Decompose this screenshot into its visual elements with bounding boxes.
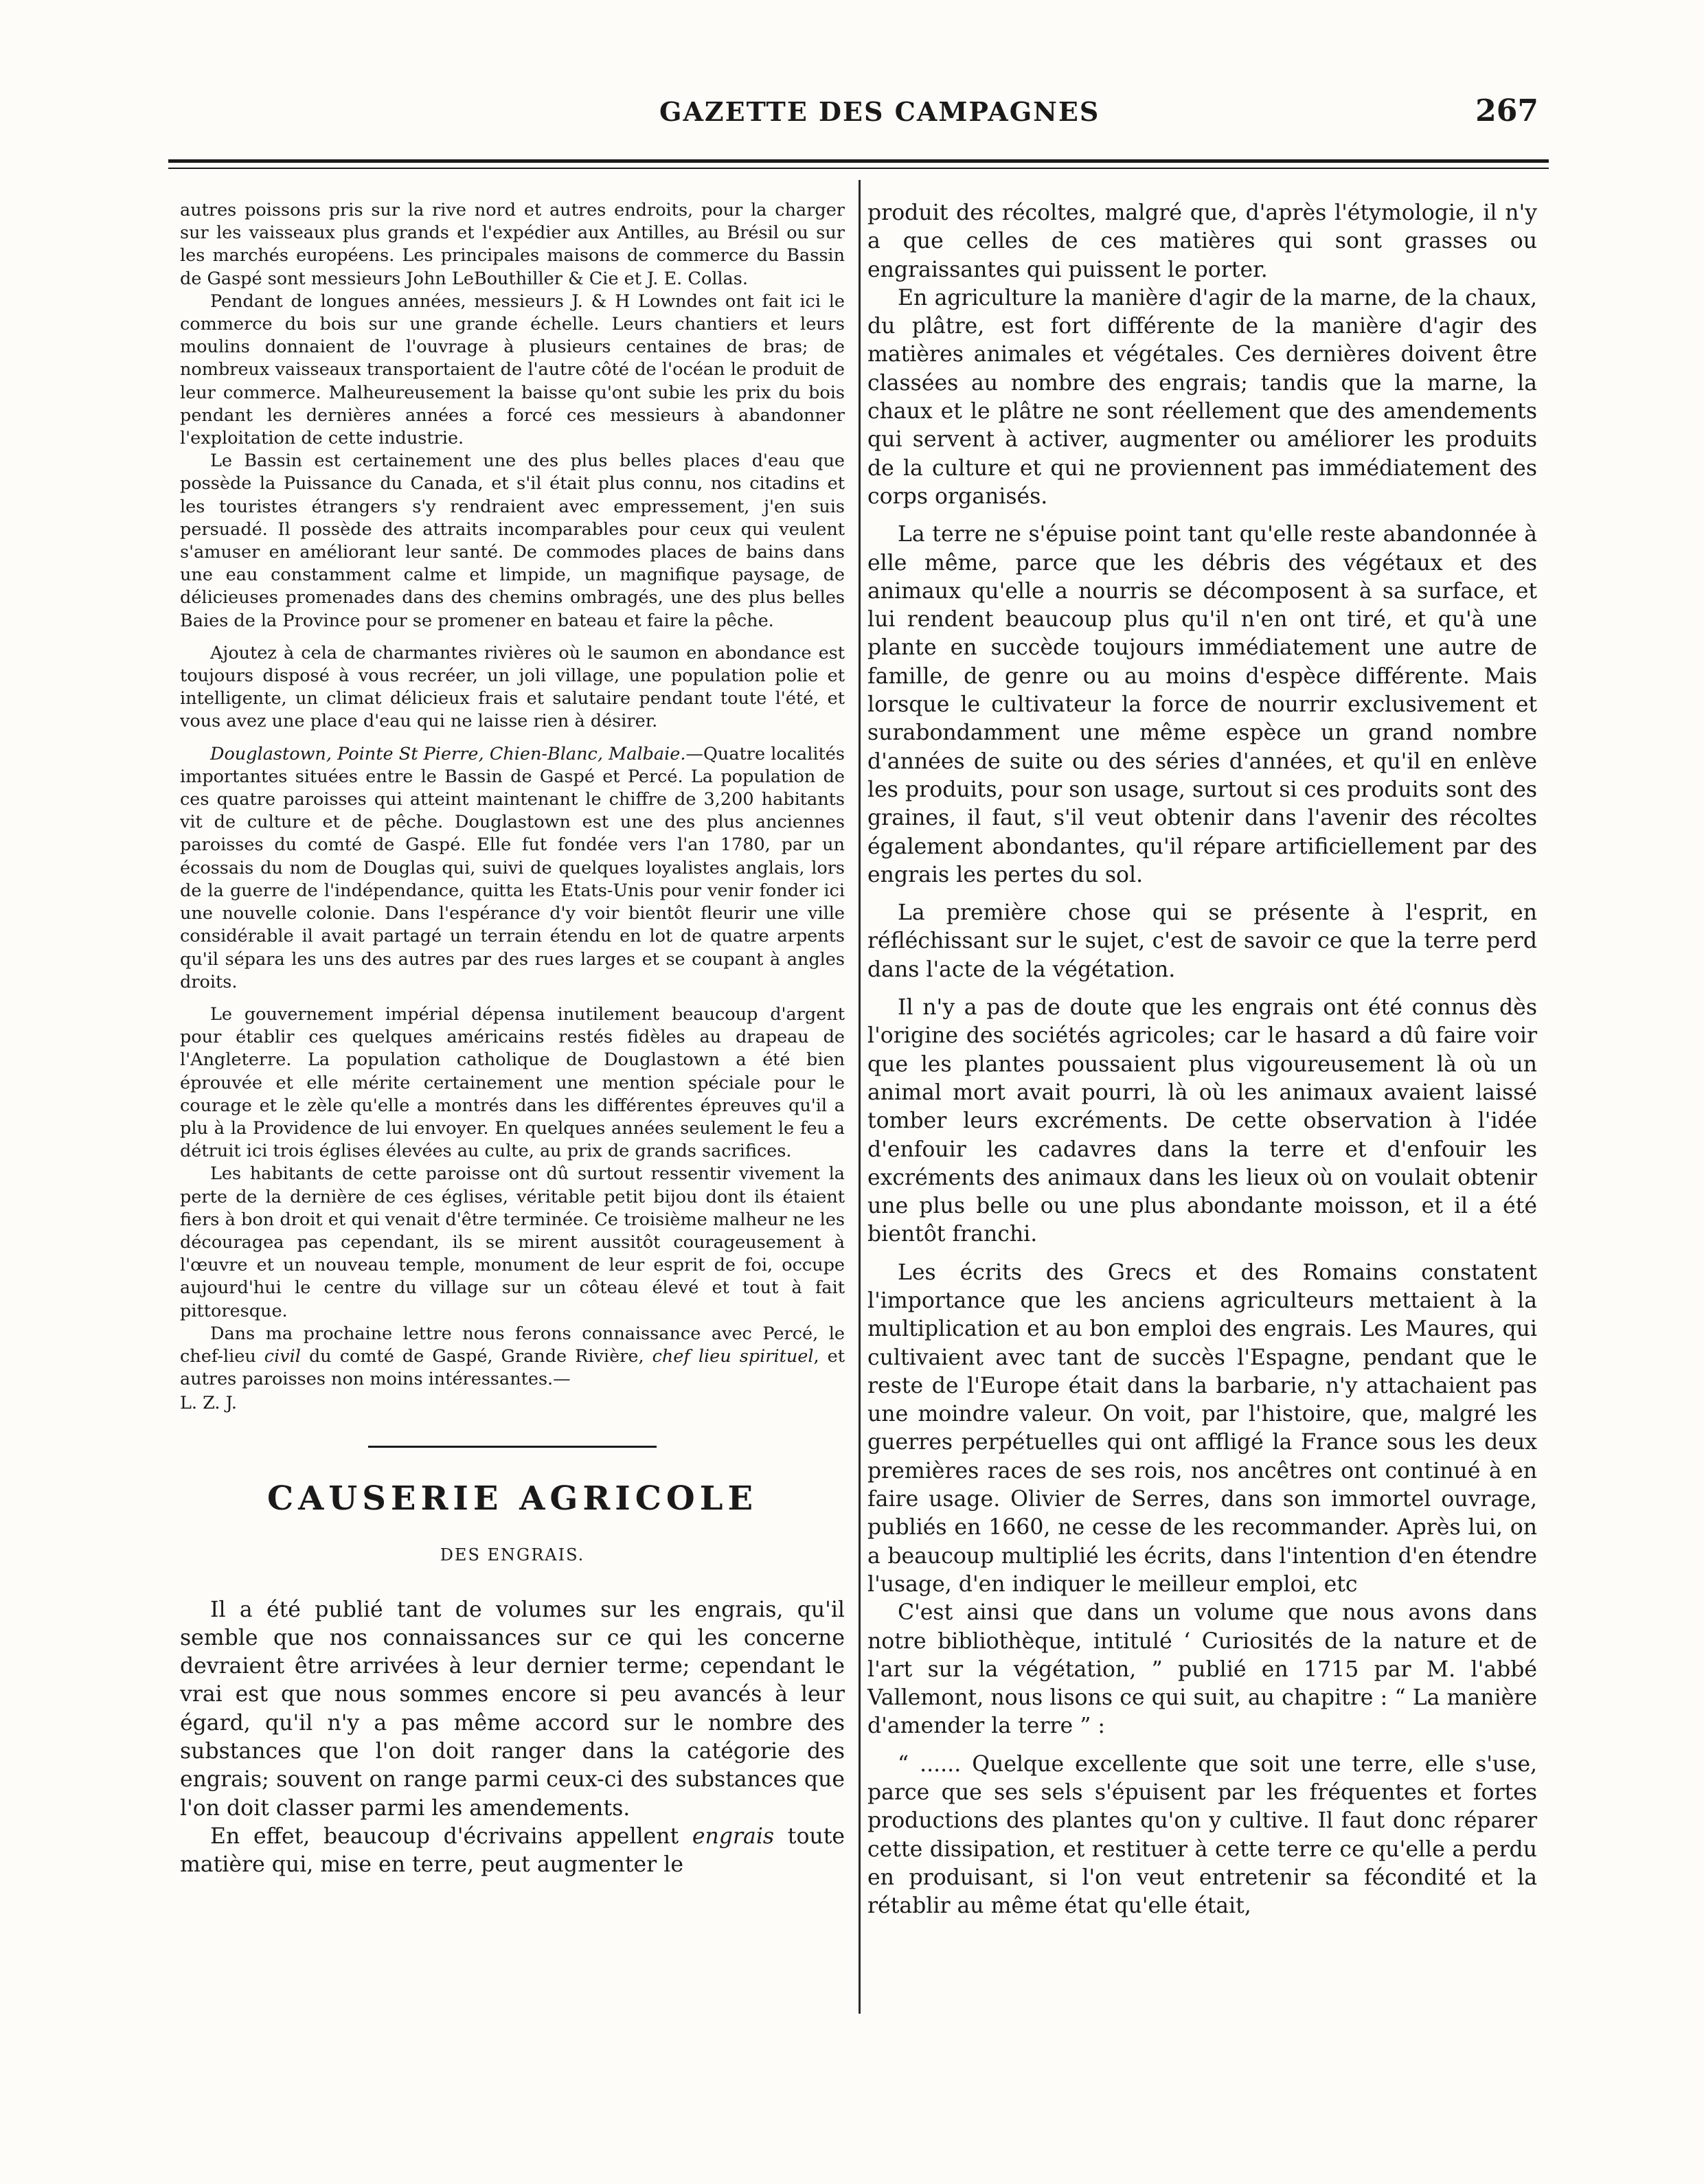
paragraph-douglastown <box>180 743 845 994</box>
section-divider <box>368 1446 657 1448</box>
section-subtitle: DES ENGRAIS. <box>440 1545 585 1565</box>
paragraph-lowndes: Pendant de longues années, messieurs J. & H Lowndes ont fait ici le commerce du bois sur une grande échelle. Leurs chantiers et leurs moulins donnaient de l'ouvrage à plusieurs centaines de bras; de nombreux vaisseaux transportaient de l'autre côté de l'océan le produit de leur commerce. Malheureusement la baisse qu'ont subie les prix du bois pendant les dernières années a forcé ces messieurs à abandonner l'exploitation de cette industrie. <box>180 291 845 449</box>
paragraph-fish-trade: autres poissons pris sur la rive nord et autres endroits, pour la charger sur les vaisseaux plus grands et l'expédier aux Antilles, au Brésil ou sur les marchés européens. Les principales maisons de commerce du Bassin de Gaspé sont messieurs John LeBouthiller & Cie et J. E. Collas. <box>180 200 845 289</box>
header-rule-thin <box>168 168 1549 169</box>
running-title: GAZETTE DES CAMPAGNES <box>659 96 1100 127</box>
localities-heading: Douglastown, Pointe St Pierre, Chien-Blanc, Malbaie. <box>210 743 686 764</box>
column-divider <box>859 180 861 2014</box>
paragraph-marne: En agriculture la manière d'agir de la marne, de la chaux, du plâtre, est fort différente de la manière d'agir des matières animales et végétales. Ces dernières doivent être classées au nombre des engrais; tandis que la marne, la chaux et le plâtre ne sont réellement que des amendements qui servent à activer, augmenter ou améliorer les produits de la culture et qui ne proviennent pas immédiatement des corps organisés. <box>867 285 1537 509</box>
signature: L. Z. J. <box>180 1393 237 1414</box>
paragraph-vallemont: C'est ainsi que dans un volume que nous avons dans notre bibliothèque, intitulé ‘ Curiosités de la nature et de l'art sur la végétation, ” publié en 1715 par M. l'abbé Vallemont, nous lisons ce qui suit, au chapitre : “ La manière d'amender la terre ” : <box>867 1600 1537 1739</box>
paragraph-gouvernement: Le gouvernement impérial dépensa inutilement beaucoup d'argent pour établir ces quelques américains restés fidèles au drapeau de l'Angleterre. La population catholique de Douglastown a été bien éprouvée et elle mérite certainement une mention spéciale pour le courage et le zèle qu'elle a montrés dans les différentes épreuves qu'il a plu à la Providence de lui envoyer. En quelques années seulement le feu a détruit ici trois églises élevées au culte, au prix de grands sacrifices. <box>180 1003 845 1162</box>
paragraph-premiere-chose: La première chose qui se présente à l'esprit, en réfléchissant sur le sujet, c'est de savoir ce que la terre perd dans l'acte de la végétation. <box>867 900 1537 982</box>
paragraph-grecs-romains: Les écrits des Grecs et des Romains constatent l'importance que les anciens agriculteurs mettaient à la multiplication et au bon emploi des engrais. Les Maures, qui cultivaient avec tant de succès l'Espagne, pendant que le reste de l'Europe était dans la barbarie, n'y attachaient pas une moindre valeur. On voit, par l'histoire, que, malgré les guerres perpétuelles qui ont affligé la France sous les deux premières races de ses rois, nos ancêtres ont continué à en faire usage. Olivier de Serres, dans son immortel ouvrage, publiés en 1660, ne cesse de les recommander. Après lui, on a beaucoup multiplié les écrits, dans l'intention d'en étendre l'usage, d'en indiquer le meilleur emploi, etc <box>867 1260 1537 1597</box>
paragraph-doute: Il n'y a pas de doute que les engrais ont été connus dès l'origine des sociétés agricoles; car le hasard a dû faire voir que les plantes poussaient plus vigoureusement là où un animal mort avait pourri, là où les animaux avaient laissé tomber leurs excréments. De cette observation à l'idée d'enfouir les cadavres dans la terre et d'enfouir les excréments des animaux dans les lieux où on voulait obtenir une plus belle ou une plus abondante moisson, et il a été bientôt franchi. <box>867 995 1537 1247</box>
paragraph-produit: produit des récoltes, malgré que, d'après l'étymologie, il n'y a que celles de ces matières qui sont grasses ou engraissantes qui puissent le porter. <box>867 201 1537 282</box>
header-rule-thick <box>168 159 1549 163</box>
paragraph-rivieres: Ajoutez à cela de charmantes rivières où le saumon en abondance est toujours disposé à vous recréer, un joli village, une population polie et intelligente, un climat délicieux frais et salutaire pendant toute l'été, et vous avez une place d'eau qui ne laisse rien à désirer. <box>180 642 845 732</box>
paragraph-en-effet: En effet, beaucoup d'écrivains appellent engrais toute matière qui, mise en terre, peut augmenter le <box>180 1823 845 1878</box>
paragraph-douglastown-text: —Quatre localités importantes situées entre le Bassin de Gaspé et Percé. La population de ces quatre paroisses qui atteint maintenant le chiffre de 3,200 habitants vit de culture et de pêche. Douglastown est une des plus anciennes paroisses du comté de Gaspé. Elle fut fondée vers l'an 1780, par un écossais du nom de Douglas qui, suivi de quelques loyalistes anglais, lors de la guerre de l'indépendance, quitta les Etats-Unis pour venir fonder ici une nouvelle colonie. Dans l'espérance d'y voir bientôt fleurir une ville considérable il avait partagé un terrain étendu en lot de quatre arpents qu'il sépara les uns des autres par des rues larges et se coupant à angles droits. <box>180 743 845 992</box>
quotation: “ ...... Quelque excellente que soit une terre, elle s'use, parce que ses sels s'épuisent par les fréquentes et fortes productions des plantes qu'on y cultive. Il faut donc réparer cette dissipation, et restituer à cette terre ce qu'elle a perdu en produisant, si l'on veut entretenir sa fécondité et la rétablir au même état qu'elle était, <box>867 1751 1537 1919</box>
paragraph-engrais-intro: Il a été publié tant de volumes sur les engrais, qu'il semble que nos connaissances sur ce qui les concerne devraient être arrivées à leur dernier terme; cependant le vrai est que nous sommes encore si peu avancés à leur égard, qu'il n'y a pas même accord sur le nombre des substances que l'on doit ranger dans la catégorie des engrais; souvent on range parmi ceux-ci des substances que l'on doit classer parmi les amendements. <box>180 1597 845 1821</box>
paragraph-prochaine-lettre: Dans ma prochaine lettre nous ferons connaissance avec Percé, le chef-lieu civil du comté de Gaspé, Grande Rivière, chef lieu spirituel, et autres paroisses non moins intéressantes.— <box>180 1323 845 1390</box>
right-column <box>867 199 1537 1921</box>
paragraph-terre: La terre ne s'épuise point tant qu'elle reste abandonnée à elle même, parce que les débris des végétaux et des animaux qu'elle a nourris se décomposent à sa surface, et lui rendent beaucoup plus qu'il n'en ont tiré, et qu'à une plante en succède toujours immédiatement une autre de famille, de genre ou au moins d'espèce différente. Mais lorsque le cultivateur la force de nourrir exclusivement et surabondamment une même espèce un grand nombre d'années de suite ou des séries d'années, et qu'il en enlève les produits, pour son usage, surtout si ces produits sont des graines, il faut, s'il veut obtenir dans l'avenir des récoltes également abondantes, qu'il répare artificiellement par des engrais les pertes du sol. <box>867 522 1537 887</box>
paragraph-habitants: Les habitants de cette paroisse ont dû surtout ressentir vivement la perte de la dernière de ces églises, véritable petit bijou dont ils étaient fiers à bon droit et qui venait d'être terminée. Ce troisième malheur ne les découragea pas cependant, ils se mirent aussitôt courageusement à l'œuvre et un nouveau temple, monument de leur esprit de foi, occupe aujourd'hui le centre du village sur un côteau élevé et tout à fait pittoresque. <box>180 1163 845 1321</box>
left-column <box>180 199 845 1880</box>
paragraph-bassin: Le Bassin est certainement une des plus belles places d'eau que possède la Puissance du Canada, et s'il était plus connu, nos citadins et les touristes étrangers s'y rendraient avec empressement, j'en suis persuadé. Il possède des attraits incomparables pour ceux qui veulent s'amuser en améliorant leur santé. De commodes places de bains dans une eau constamment calme et limpide, un magnifique paysage, de délicieuses promenades dans des chemins ombragés, une des plus belles Baies de la Province pour se promener en bateau et faire la pêche. <box>180 451 845 631</box>
page-header <box>179 93 1552 137</box>
section-title: CAUSERIE AGRICOLE <box>266 1479 758 1518</box>
page-number: 267 <box>1475 93 1538 128</box>
